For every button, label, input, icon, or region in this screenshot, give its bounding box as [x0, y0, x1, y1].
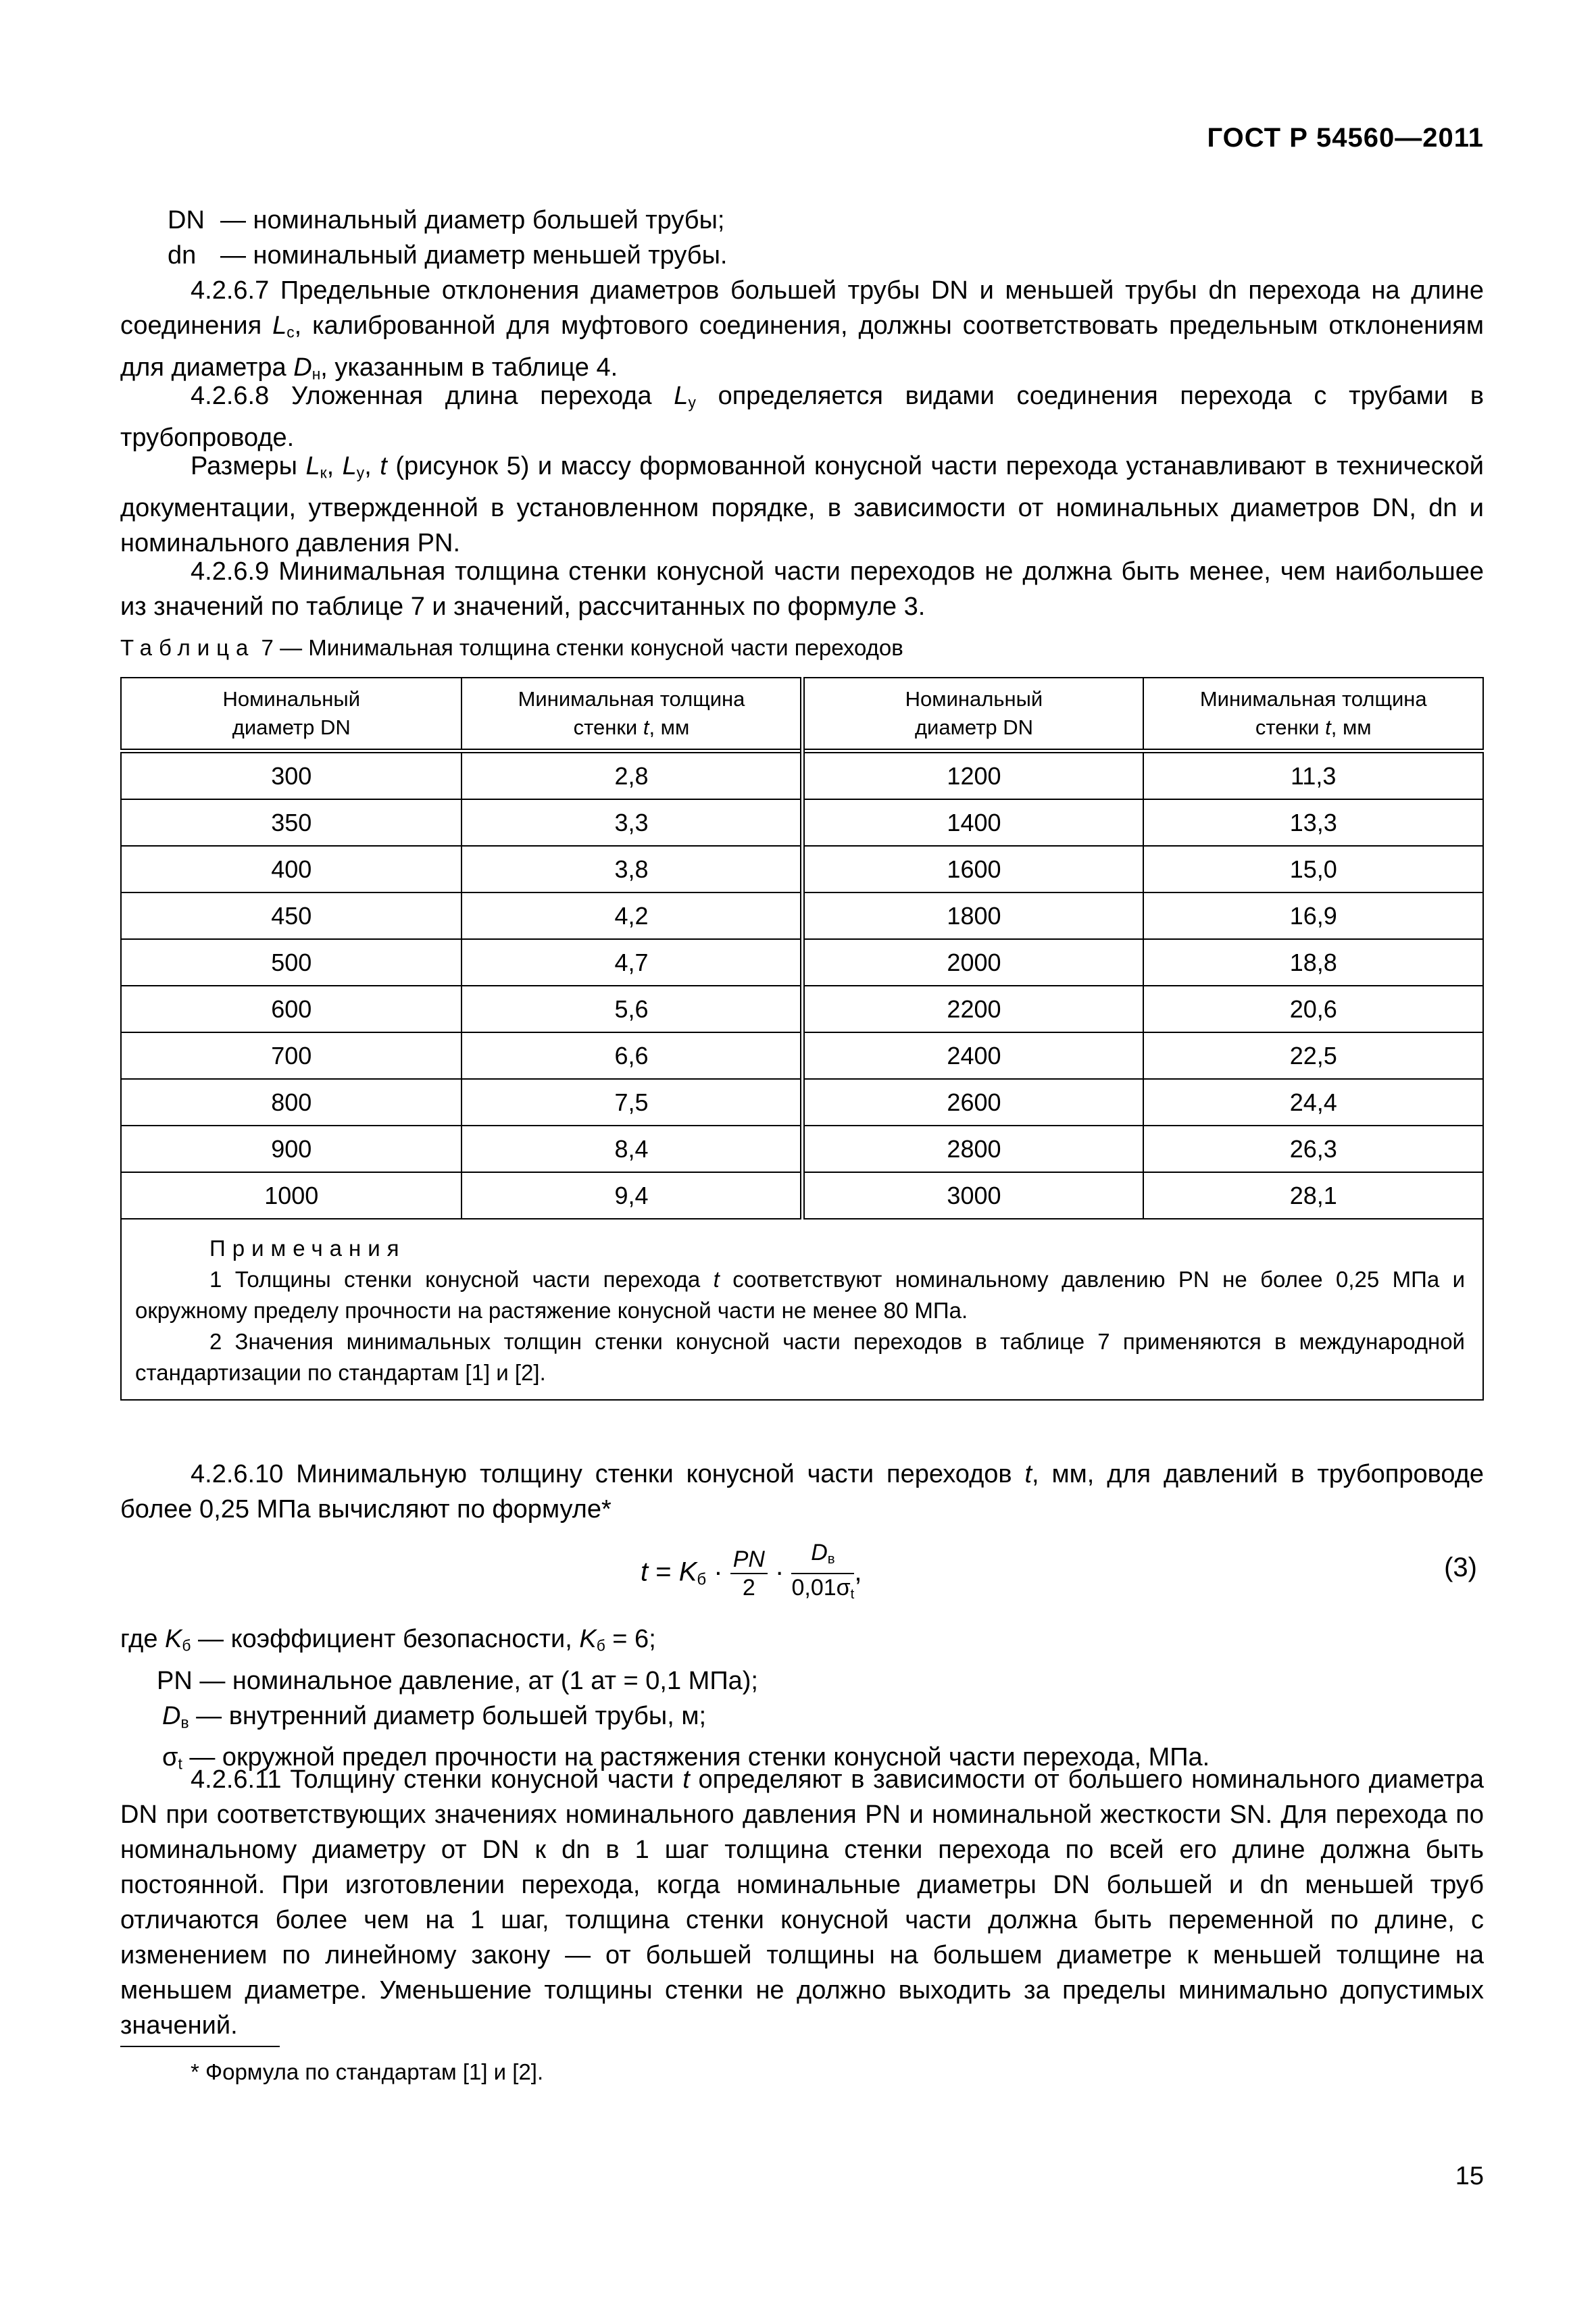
table-cell: 28,1	[1143, 1172, 1483, 1219]
table-cell: 900	[121, 1126, 462, 1172]
table-cell: 800	[121, 1079, 462, 1126]
header-line: , мм	[649, 715, 690, 739]
table-cell: 1600	[803, 846, 1144, 892]
table-row	[121, 939, 1483, 986]
header-line: Минимальная толщина	[1199, 687, 1427, 711]
table-cell: 2400	[803, 1032, 1144, 1079]
subscript: н	[311, 365, 321, 383]
table-cell: 22,5	[1143, 1032, 1483, 1079]
text: (рисунок 5) и массу формованной конусной части перехода устанавливают в технической документации, утвержденной в установленном порядке, в зависимости от номинальных диаметров DN, dn и номинального давления PN.	[120, 452, 1484, 557]
table-row	[121, 1172, 1483, 1219]
table-row	[121, 1126, 1483, 1172]
page-number: 15	[1455, 2162, 1484, 2190]
formula-operator: ·	[767, 1557, 792, 1587]
table-row	[121, 846, 1483, 892]
subscript: c	[286, 323, 295, 341]
text: , мм, для давлений в трубопроводе более 0,25 МПа вычисляют по формуле*	[120, 1460, 1485, 1524]
fraction-pn-2	[730, 1546, 768, 1601]
table-caption-text: 7 — Минимальная толщина стенки конусной части переходов	[255, 635, 903, 660]
thickness-table	[120, 677, 1484, 1401]
subscript: у	[356, 463, 365, 482]
table-cell: 3,8	[462, 846, 802, 892]
note-1	[135, 1264, 1465, 1326]
definition-DN	[168, 203, 727, 238]
table-notes-row	[121, 1219, 1483, 1400]
table-cell: 350	[121, 799, 462, 846]
table-row	[121, 892, 1483, 939]
paragraph-4-2-6-8	[120, 378, 1484, 455]
text: определяется видами соединения перехода с трубами в трубопроводе.	[120, 382, 1485, 452]
footnote-separator	[120, 2046, 280, 2047]
symbol: t	[713, 1267, 720, 1292]
table-cell: 20,6	[1143, 986, 1483, 1032]
header-line: Номинальный	[222, 687, 361, 711]
table-row	[121, 986, 1483, 1032]
fraction-numerator	[791, 1539, 854, 1574]
table-cell: 6,6	[462, 1032, 802, 1079]
formula-operator: ,	[854, 1557, 862, 1587]
header-line: стенки	[1255, 715, 1326, 739]
subscript: у	[688, 393, 696, 411]
table-cell: 450	[121, 892, 462, 939]
symbol: t	[643, 715, 649, 739]
fraction-denominator	[791, 1574, 854, 1608]
paragraph-4-2-6-11	[120, 1762, 1484, 2043]
fraction-numerator: PN	[730, 1546, 768, 1574]
table-cell: 2200	[803, 986, 1144, 1032]
table-cell: 4,2	[462, 892, 802, 939]
table-row	[121, 799, 1483, 846]
column-header	[462, 678, 802, 751]
text: Размеры	[191, 452, 306, 480]
table-row	[121, 751, 1483, 800]
formula-legend	[120, 1621, 1210, 1782]
column-header	[803, 678, 1144, 751]
header-line: Минимальная толщина	[518, 687, 745, 711]
text: 4.2.6.11 Толщину стенки конусной части	[191, 1765, 683, 1794]
table-cell: 11,3	[1143, 751, 1483, 800]
text: — окружной предел прочности на растяжения стенки конусной части перехода, МПа.	[182, 1743, 1210, 1772]
header-line: стенки	[573, 715, 643, 739]
subscript: t	[850, 1587, 855, 1603]
table-cell: 5,6	[462, 986, 802, 1032]
table-cell: 1200	[803, 751, 1144, 800]
symbol: L	[272, 311, 287, 340]
symbol: K	[165, 1625, 182, 1653]
table-cell: 7,5	[462, 1079, 802, 1126]
symbol: σ	[162, 1743, 178, 1772]
footnote: * Формула по стандартам [1] и [2].	[191, 2059, 544, 2084]
formula-3	[120, 1534, 1484, 1608]
text: PN	[157, 1666, 193, 1695]
text: 1 Толщины стенки конусной части перехода	[209, 1267, 714, 1292]
table-header-row	[121, 678, 1483, 751]
text: = 6;	[605, 1625, 656, 1653]
fraction-dv-sigma	[791, 1539, 854, 1608]
table-cell: 1400	[803, 799, 1144, 846]
symbol: K	[579, 1625, 597, 1653]
text: соответствуют номинальному давлению PN не более 0,25 МПа и окружному пределу прочности на растяжение конусной части не менее 80 МПа.	[135, 1267, 1466, 1323]
notes-title: Примечания	[209, 1236, 406, 1261]
table-cell: 24,4	[1143, 1079, 1483, 1126]
table-cell: 700	[121, 1032, 462, 1079]
formula-symbol: 0,01σ	[791, 1575, 851, 1601]
legend-line	[120, 1663, 1210, 1699]
table-caption	[120, 635, 903, 661]
table-cell: 1800	[803, 892, 1144, 939]
subscript: к	[320, 463, 327, 482]
table-cell: 1000	[121, 1172, 462, 1219]
table-cell: 3000	[803, 1172, 1144, 1219]
paragraph-4-2-6-7	[120, 273, 1484, 391]
table-cell: 15,0	[1143, 846, 1483, 892]
header-line: диаметр DN	[232, 715, 351, 739]
table-cell: 2,8	[462, 751, 802, 800]
text: ,	[326, 452, 343, 480]
text: , калиброванной для муфтового соединения, должны соответствовать предельным отклонениям для диаметра	[120, 311, 1484, 382]
definition-value: — номинальный диаметр меньшей трубы.	[220, 241, 728, 270]
definition-key: DN	[168, 206, 205, 234]
text: , указанным в таблице 4.	[320, 353, 618, 382]
symbol: D	[162, 1701, 181, 1730]
paragraph-4-2-6-10	[120, 1457, 1484, 1527]
text: — коэффициент безопасности,	[191, 1625, 580, 1653]
subscript: б	[596, 1636, 605, 1655]
subscript: в	[827, 1552, 835, 1567]
table-cell: 16,9	[1143, 892, 1483, 939]
table-cell: 2000	[803, 939, 1144, 986]
formula-number: (3)	[1444, 1553, 1477, 1582]
table-row	[121, 1032, 1483, 1079]
table-cell: 400	[121, 846, 462, 892]
note-2: 2 Значения минимальных толщин стенки конусной части переходов в таблице 7 применяются в международной стандартизации по стандартам [1] и [2].	[135, 1329, 1465, 1385]
table-cell: 18,8	[1143, 939, 1483, 986]
table-cell: 4,7	[462, 939, 802, 986]
symbol: D	[293, 353, 312, 382]
symbol: L	[674, 382, 689, 410]
subscript: б	[182, 1636, 191, 1655]
formula-operator: ·	[706, 1557, 730, 1587]
table-cell: 3,3	[462, 799, 802, 846]
text: — номинальное давление, ат (1 ат = 0,1 МПа);	[192, 1666, 758, 1695]
definition-value: — номинальный диаметр большей трубы;	[220, 206, 725, 234]
paragraph-4-2-6-9	[120, 554, 1484, 624]
text: 4.2.6.7 Предельные отклонения диаметров большей трубы DN и меньшей трубы dn перехода на длине соединения	[120, 276, 1484, 340]
header-line: Номинальный	[905, 687, 1043, 711]
table-cell: 8,4	[462, 1126, 802, 1172]
symbol: t	[1325, 715, 1331, 739]
symbol: L	[305, 452, 320, 480]
column-header	[121, 678, 462, 751]
legend-line	[120, 1699, 1210, 1740]
text: где	[120, 1625, 166, 1653]
subscript: б	[697, 1570, 707, 1589]
header-line: диаметр DN	[914, 715, 1033, 739]
symbol: t	[1024, 1460, 1032, 1488]
table-cell: 2800	[803, 1126, 1144, 1172]
table-caption-word: Таблица	[120, 635, 255, 660]
table-cell: 2600	[803, 1079, 1144, 1126]
table-cell: 13,3	[1143, 799, 1483, 846]
text: 4.2.6.8 Уложенная длина перехода	[191, 382, 674, 410]
table-cell: 9,4	[462, 1172, 802, 1219]
formula-symbol: D	[811, 1540, 828, 1565]
table-cell: 26,3	[1143, 1126, 1483, 1172]
table-notes	[121, 1219, 1483, 1400]
table-cell: 500	[121, 939, 462, 986]
column-header	[1143, 678, 1483, 751]
definitions-top	[168, 203, 727, 273]
symbol: t	[380, 452, 387, 480]
fraction-denominator: 2	[742, 1575, 755, 1601]
table-cell: 300	[121, 751, 462, 800]
text: 4.2.6.9 Минимальная толщина стенки конусной части переходов не должна быть менее, чем наибольшее из значений по таблице 7 и значений, рассчитанных по формуле 3.	[120, 557, 1484, 621]
formula-body	[641, 1539, 862, 1608]
paragraph-sizes	[120, 449, 1484, 561]
table-row	[121, 1079, 1483, 1126]
formula-symbol: t	[641, 1557, 649, 1587]
formula-operator: =	[648, 1557, 679, 1587]
text: 4.2.6.10 Минимальную толщину стенки конусной части переходов	[191, 1460, 1025, 1488]
header-line: , мм	[1330, 715, 1372, 739]
subscript: t	[178, 1755, 182, 1774]
text: определяют в зависимости от большего номинального диаметра DN при соответствующих значениях номинального давления PN и номинальной жесткости SN. Для перехода по номинальному диаметру от DN к dn в 1 шаг толщина стенки перехода по всей его длине должна быть постоянной. При изготовлении перехода, когда номинальные диаметры DN большей и dn меньшей труб отличаются более чем на 1 шаг, толщина стенки конусной части должна быть переменной по длине, с изменением по линейному закону — от большей толщины на большем диаметре к меньшей толщине на меньшем диаметре. Уменьшение толщины стенки не должно выходить за пределы минимально допустимых значений.	[120, 1765, 1484, 2040]
subscript: в	[180, 1713, 189, 1732]
text: ,	[364, 452, 380, 480]
definition-key: dn	[168, 241, 197, 270]
symbol: t	[682, 1765, 690, 1794]
document-header: ГОСТ Р 54560—2011	[1207, 123, 1484, 153]
table-cell: 600	[121, 986, 462, 1032]
text: — внутренний диаметр большей трубы, м;	[189, 1701, 706, 1730]
legend-line	[120, 1621, 1210, 1663]
formula-symbol: K	[678, 1557, 697, 1587]
symbol: L	[342, 452, 357, 480]
definition-dn	[168, 238, 727, 273]
